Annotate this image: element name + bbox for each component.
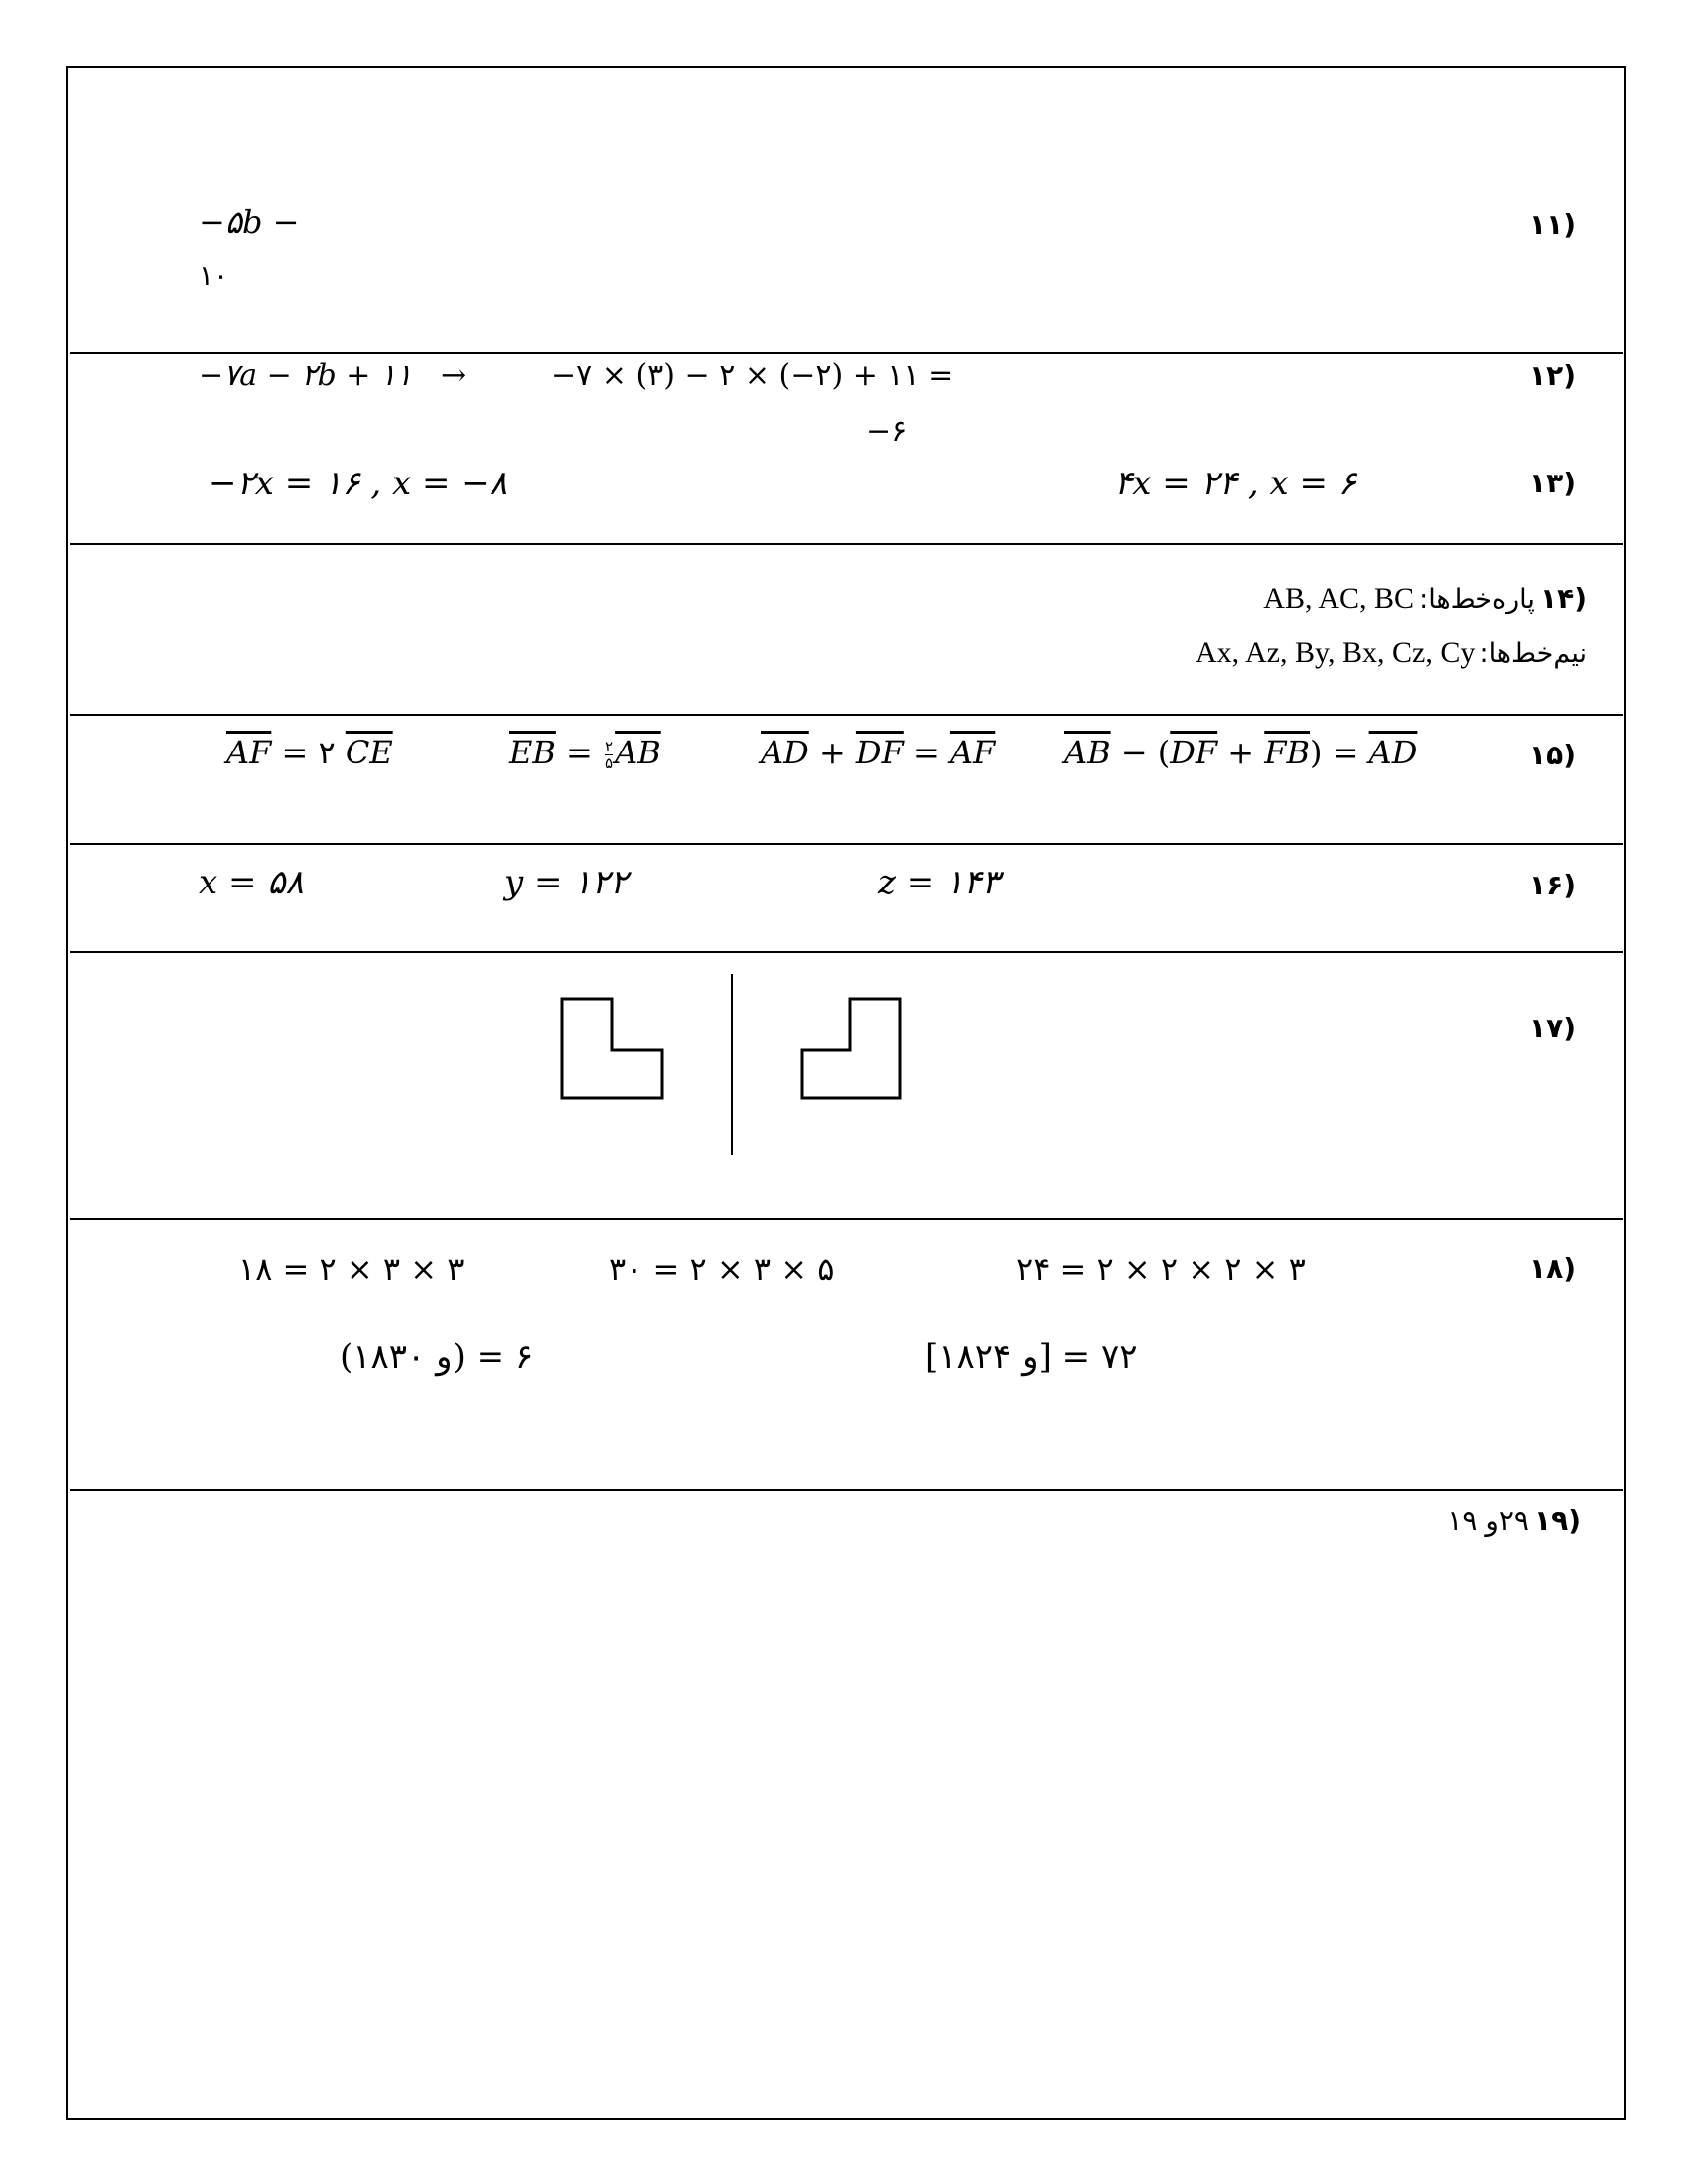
question-number-13: (۱۳ bbox=[1529, 467, 1576, 499]
q16-z-value: z = ۱۴۳ bbox=[878, 863, 1000, 902]
q18-factorization-30: ۳۰ = ۲ × ۳ × ۵ bbox=[609, 1250, 835, 1288]
l-shape-original bbox=[562, 999, 662, 1098]
fraction: $\frac{۲}{۵}$ bbox=[605, 737, 614, 772]
q11-expression-line2: ۱۰ bbox=[199, 259, 229, 292]
q15-vector-eq-3: $\overline{AD} + \overline{DF} = \overline{AF}$ bbox=[761, 734, 996, 771]
question-number-17: (۱۷ bbox=[1529, 1012, 1576, 1044]
q14-segments-value: AB, AC, BC bbox=[1263, 582, 1415, 614]
q16-y-value: y = ۱۲۲ bbox=[504, 863, 629, 902]
q15-vector-eq-2: $\overline{EB}$ = $\frac{۲}{۵}$ $\overline{AB}$ bbox=[509, 734, 661, 772]
q12-arrow: → bbox=[441, 358, 467, 393]
q18-gcd: (۱۸و ۳۰) = ۶ bbox=[340, 1337, 534, 1377]
q15-vector-eq-4: $\overline{AB} - (\overline{DF} + \overline{FB}) = \overline{AD}$ bbox=[1064, 734, 1418, 771]
q18-factorization-24: ۲۴ = ۲ × ۲ × ۲ × ۳ bbox=[1016, 1250, 1306, 1288]
q19-line bbox=[1447, 1504, 1581, 1537]
q13-equation-left: −۲x = ۱۶ , x = −۸ bbox=[209, 464, 508, 503]
q15-vector-eq-1: $\overline{AF}$ = ۲ $\overline{CE}$ bbox=[226, 734, 393, 771]
q16-x-value: x = ۵۸ bbox=[199, 863, 304, 902]
q11-expression-line1: −۵b − bbox=[199, 204, 300, 241]
q12-substitution: −۷ × (۳) − ۲ × (−۲) + ۱۱ = bbox=[551, 358, 954, 393]
question-number-18: (۱۸ bbox=[1529, 1252, 1576, 1285]
q14-rays-value: Ax, Az, By, Bx, Cz, Cy bbox=[1195, 636, 1476, 669]
q14-segments-label: پاره‌خط‌ها: bbox=[1419, 584, 1535, 614]
q14-rays-label: نیم‌خط‌ها: bbox=[1479, 638, 1587, 669]
q13-equation-right: ۴x = ۲۴ , x = ۶ bbox=[1114, 464, 1357, 503]
question-number-19: (۱۹ bbox=[1534, 1504, 1581, 1537]
question-number-12: (۱۲ bbox=[1529, 359, 1576, 392]
q19-answer: ۲۹و ۱۹ bbox=[1447, 1504, 1529, 1537]
question-number-15: (۱۵ bbox=[1529, 739, 1576, 771]
question-number-14: (۱۴ bbox=[1540, 582, 1587, 614]
q12-expression: −۷a − ۲b + ۱۱ bbox=[199, 358, 413, 393]
question-number-11: (۱۱ bbox=[1529, 208, 1576, 241]
q12-result: −۶ bbox=[866, 414, 908, 449]
q18-factorization-18: ۱۸ = ۲ × ۳ × ۳ bbox=[238, 1250, 465, 1288]
q18-lcm: [۱۸و ۲۴] = ۷۲ bbox=[925, 1337, 1138, 1377]
l-shape-reflection bbox=[802, 999, 900, 1098]
question-number-16: (۱۶ bbox=[1529, 869, 1576, 901]
